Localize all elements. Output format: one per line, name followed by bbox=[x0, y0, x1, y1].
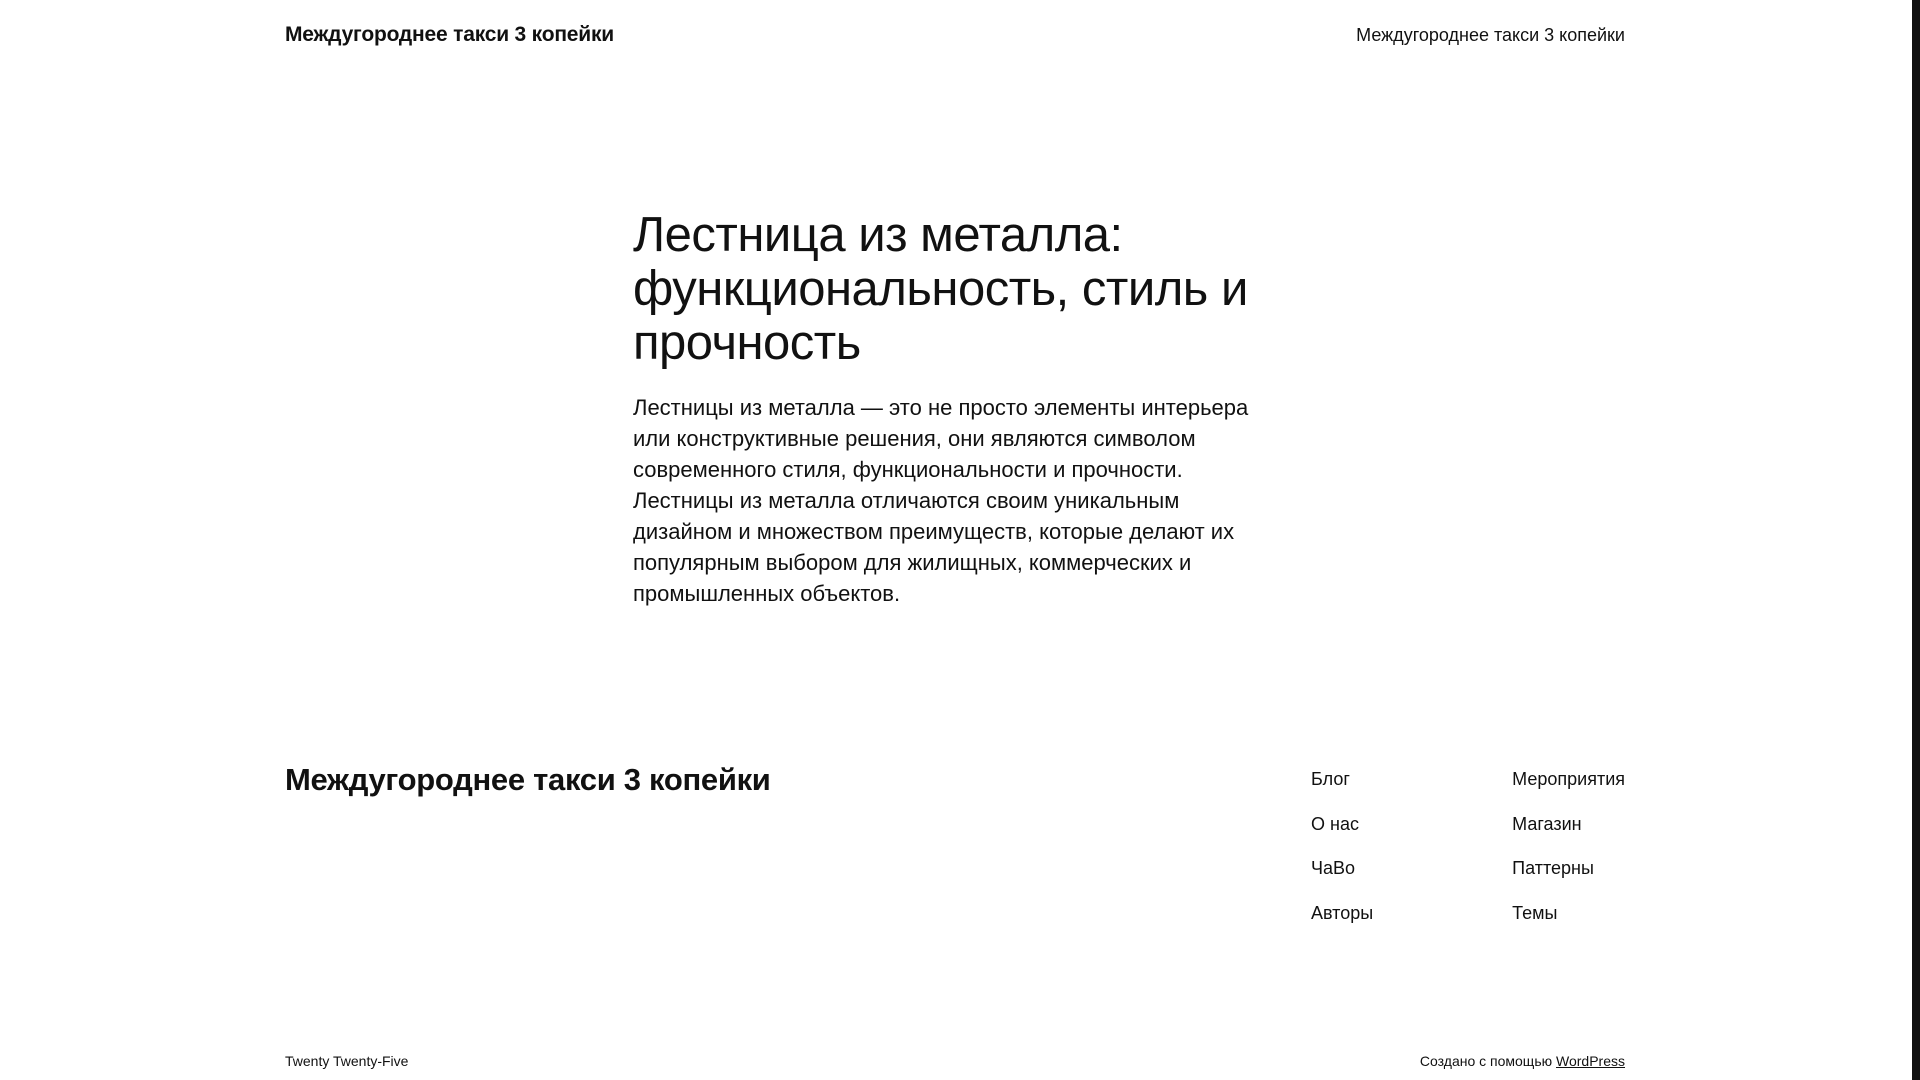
footer-nav-column-1 bbox=[1311, 766, 1373, 944]
footer-credit bbox=[1420, 1053, 1625, 1069]
footer-link-blog[interactable]: Блог bbox=[1311, 769, 1350, 789]
footer-nav-column-2 bbox=[1512, 766, 1625, 944]
footer-bottom-bar bbox=[285, 1053, 1625, 1069]
footer-link-shop[interactable]: Магазин bbox=[1512, 813, 1582, 834]
footer-link-faq[interactable]: ЧаВо bbox=[1311, 858, 1356, 878]
header-nav-link[interactable]: Междугороднее такси 3 копейки bbox=[1356, 24, 1625, 45]
site-title-link[interactable]: Междугороднее такси 3 копейки bbox=[285, 23, 615, 46]
post-article bbox=[633, 208, 1263, 609]
page-scrollbar[interactable] bbox=[1912, 0, 1920, 1080]
footer-site-title-link[interactable]: Междугороднее такси 3 копейки bbox=[285, 762, 771, 797]
footer-link-events[interactable]: Мероприятия bbox=[1512, 769, 1625, 789]
footer-link-authors[interactable]: Авторы bbox=[1311, 902, 1374, 923]
site-header bbox=[285, 18, 1625, 52]
footer-link-patterns[interactable]: Паттерны bbox=[1512, 858, 1594, 878]
footer-link-themes[interactable]: Темы bbox=[1512, 902, 1558, 923]
post-excerpt: Лестницы из металла — это не просто элементы интерьера или конструктивные решения, они являются символом современного стиля, функциональности и прочности. Лестницы из металла отличаются своим уникальным дизайном и множеством преимуществ, которые делают их популярным выбором для жилищных, коммерческих и промышленных объектов. bbox=[633, 395, 1249, 606]
credit-prefix: Создано с помощью bbox=[1419, 1053, 1557, 1069]
footer-link-about[interactable]: О нас bbox=[1311, 813, 1359, 834]
post-title: Лестница из металла: функциональность, стиль и прочность bbox=[633, 208, 1248, 370]
wordpress-link[interactable]: WordPress bbox=[1556, 1053, 1625, 1069]
theme-name: Twenty Twenty-Five bbox=[285, 1053, 409, 1069]
